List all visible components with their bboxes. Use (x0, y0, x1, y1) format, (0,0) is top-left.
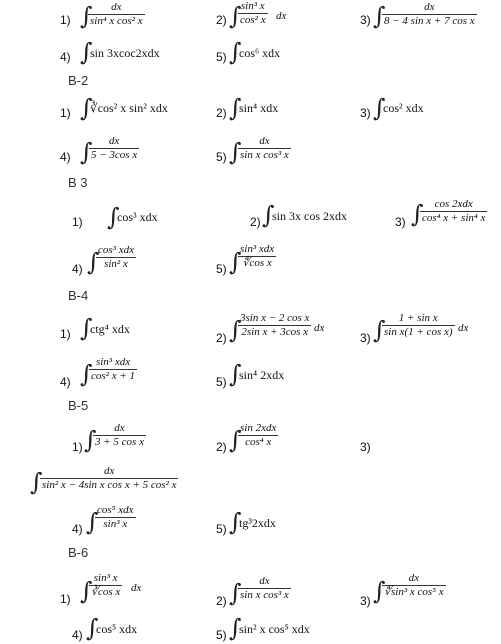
integral-sign: ∫ (80, 577, 93, 605)
problem-number: 1) (72, 440, 83, 454)
integral-sign: ∫ (84, 426, 97, 454)
integral-sign: ∫ (229, 614, 242, 642)
integral-sign: ∫ (229, 426, 242, 454)
problem-number: 2) (216, 594, 227, 608)
integral-sign: ∫ (86, 614, 99, 642)
problem-number: 4) (72, 522, 83, 536)
section-header: B-4 (68, 288, 89, 303)
integral-sign: ∫ (373, 577, 386, 605)
integral-sign: ∫ (30, 468, 43, 496)
section-header: B 3 (68, 175, 88, 190)
problem-number: 5) (216, 50, 227, 64)
integrand: cos⁵ xdx (96, 622, 138, 636)
integral-sign: ∫ (229, 138, 242, 166)
problem-number: 4) (60, 375, 71, 389)
integrand: cos⁶ xdx (239, 46, 281, 60)
problem-number: 2) (216, 440, 227, 454)
problem-number: 5) (216, 522, 227, 536)
fraction: sin³ xdx cos² x + 1 (91, 356, 136, 382)
integral-sign: ∫ (80, 138, 93, 166)
integrand: sin⁴ 2xdx (239, 368, 285, 382)
section-header: B-5 (68, 398, 89, 413)
integrand: sin⁴ xdx (239, 101, 279, 115)
integral-sign: ∫ (87, 248, 100, 276)
fraction: dx sin x cos³ x (240, 135, 289, 161)
integral-sign: ∫ (373, 94, 386, 122)
fraction: sin 2xdx cos⁴ x (240, 422, 277, 448)
problem-number: 5) (216, 262, 227, 276)
problem-number: 4) (72, 628, 83, 642)
integral-sign: ∫ (80, 360, 93, 388)
problem-number: 5) (216, 375, 227, 389)
fraction: sin³ x ∛cos x (91, 572, 121, 598)
integrand: ∛cos² x sin² xdx (90, 101, 168, 115)
problem-number: 1) (60, 106, 71, 120)
fraction: sin³ x cos² x (240, 0, 266, 26)
integral-sign: ∫ (373, 2, 386, 30)
integral-sign: ∫ (262, 201, 275, 229)
integrand: sin² x cos⁵ xdx (239, 622, 310, 636)
differential: dx (458, 322, 469, 334)
differential: dx (314, 322, 325, 334)
problem-number: 1) (60, 327, 71, 341)
integral-sign: ∫ (411, 200, 424, 228)
integral-sign: ∫ (229, 248, 242, 276)
problem-number: 1) (72, 215, 83, 229)
fraction: dx sin⁴ x cos² x (90, 1, 143, 27)
fraction: 3sin x − 2 cos x 2sin x + 3cos x (240, 312, 310, 338)
problem-number: 2) (216, 106, 227, 120)
integral-sign: ∫ (373, 316, 386, 344)
integral-sign: ∫ (80, 94, 93, 122)
integral-sign: ∫ (80, 38, 93, 66)
problem-number: 5) (216, 150, 227, 164)
problem-number: 2) (250, 215, 261, 229)
integral-sign: ∫ (229, 360, 242, 388)
problem-number: 2) (216, 331, 227, 345)
integrand: ctg⁴ xdx (90, 322, 130, 336)
integral-sign: ∫ (80, 2, 93, 30)
fraction: dx 8 − 4 sin x + 7 cos x (384, 1, 475, 27)
integral-sign: ∫ (229, 38, 242, 66)
problem-number: 4) (60, 50, 71, 64)
integral-sign: ∫ (229, 508, 242, 536)
fraction: dx ∜sin³ x cos⁵ x (384, 572, 444, 598)
problem-number: 4) (72, 262, 83, 276)
problem-number: 3) (360, 106, 371, 120)
fraction: 1 + sin x sin x(1 + cos x) (384, 312, 453, 338)
integrand: sin 3xcoc2xdx (90, 46, 160, 60)
problem-number: 3) (360, 594, 371, 608)
fraction: cos 2xdx cos⁴ x + sin⁴ x (422, 198, 486, 224)
integrand: sin 3x cos 2xdx (272, 209, 347, 223)
integral-sign: ∫ (107, 203, 120, 231)
section-header: B-6 (68, 545, 89, 560)
integral-sign: ∫ (229, 94, 242, 122)
integral-sign: ∫ (86, 508, 99, 536)
problem-number: 3) (395, 215, 406, 229)
integral-sign: ∫ (229, 2, 242, 30)
fraction: dx sin² x − 4sin x cos x + 5 cos² x (42, 465, 177, 491)
integrand: tg³2xdx (239, 516, 276, 530)
integrand: cos³ xdx (117, 210, 158, 224)
fraction: dx 5 − 3cos x (91, 135, 138, 161)
problem-number: 3) (360, 13, 371, 27)
fraction: cos³ xdx sin² x (98, 244, 134, 270)
integral-sign: ∫ (229, 316, 242, 344)
differential: dx (276, 10, 287, 22)
integrand: cos² xdx (383, 101, 424, 115)
differential: dx (131, 582, 142, 594)
problem-number: 3) (360, 331, 371, 345)
problem-number: 4) (60, 150, 71, 164)
problem-number: 3) (360, 440, 371, 454)
fraction: dx 3 + 5 cos x (95, 422, 144, 448)
problem-number: 5) (216, 628, 227, 642)
fraction: dx sin x cos³ x (240, 575, 289, 601)
section-header: B-2 (68, 73, 89, 88)
integral-sign: ∫ (80, 314, 93, 342)
problem-number: 1) (60, 592, 71, 606)
fraction: sin³ xdx ∜cos x (240, 243, 275, 269)
problem-number: 1) (60, 13, 71, 27)
problem-number: 2) (216, 13, 227, 27)
integral-sign: ∫ (229, 579, 242, 607)
fraction: cos⁵ xdx sin³ x (97, 504, 134, 530)
